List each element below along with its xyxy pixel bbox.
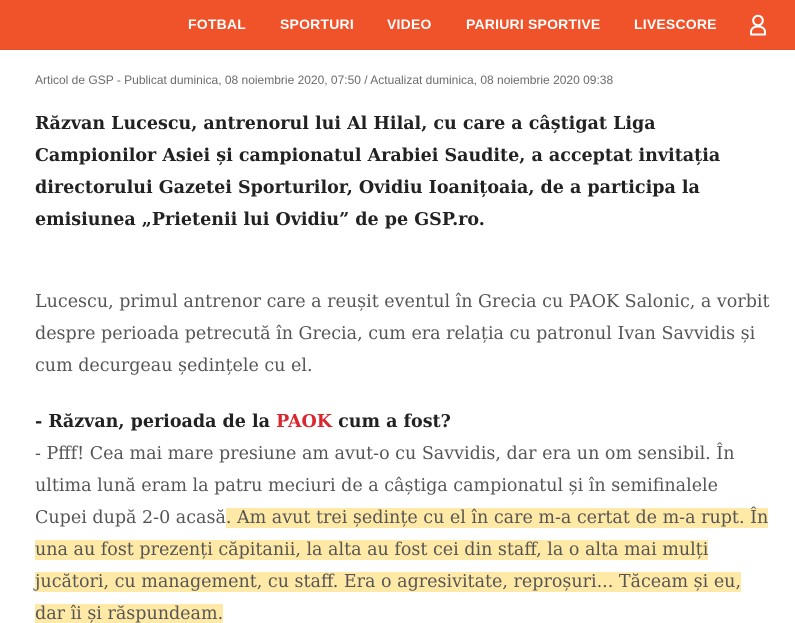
article-lead: Răzvan Lucescu, antrenorul lui Al Hilal, cu care a câștigat Liga Campionilor Asiei și campionatul Arabiei Saudite, a acceptat invitația directorului Gazetei Sporturilor, Ovidiu Ioanițoaia, de a participa la emisiunea „Prietenii lui Ovidiu” de pe GSP.ro. (35, 114, 721, 230)
article-meta: Articol de GSP - Publicat duminica, 08 noiembrie 2020, 07:50 / Actualizat duminica, 08 noiembrie 2020 09:38 (35, 73, 614, 87)
nav-item-pariuri-sportive[interactable]: PARIURI SPORTIVE (466, 16, 601, 32)
user-account-button[interactable] (748, 14, 768, 36)
nav-item-fotbal[interactable]: FOTBAL (188, 16, 246, 32)
question-suffix: cum a fost? (331, 412, 451, 432)
user-icon (748, 14, 768, 36)
article-paragraph: Lucescu, primul antrenor care a reușit eventul în Grecia cu PAOK Salonic, a vorbit despre perioada petrecută în Grecia, cum era relația cu patronul Ivan Savvidis și cum decurgeau ședințele cu el. (35, 292, 770, 376)
nav-item-video[interactable]: VIDEO (387, 16, 432, 32)
nav-item-sporturi[interactable]: SPORTURI (280, 16, 354, 32)
answer-text: - Pfff! Cea mai mare presiune am avut-o cu Savvidis, dar era un om sensibil. În ultima lună eram la patru meciuri de a câștiga campionatul și în semifinalele Cupei după 2-0 acasă (35, 444, 735, 528)
interview-question (35, 406, 775, 438)
top-navigation-bar (0, 0, 795, 50)
nav-item-livescore[interactable]: LIVESCORE (634, 16, 717, 32)
question-prefix: - Răzvan, perioada de la (35, 412, 277, 432)
main-nav (0, 0, 795, 50)
answer-highlight: . Am avut trei ședințe cu el în care m-a certat de m-a rupt. În una au fost prezenți căpitanii, la alta au fost cei din staff, la o alta mai mulți jucători, cu management, cu staff. Era o agresivitate, reproșuri... Tăceam și eu, dar îi și răspundeam. (35, 508, 769, 623)
paok-link[interactable]: PAOK (276, 412, 332, 432)
interview-answer (35, 438, 775, 623)
